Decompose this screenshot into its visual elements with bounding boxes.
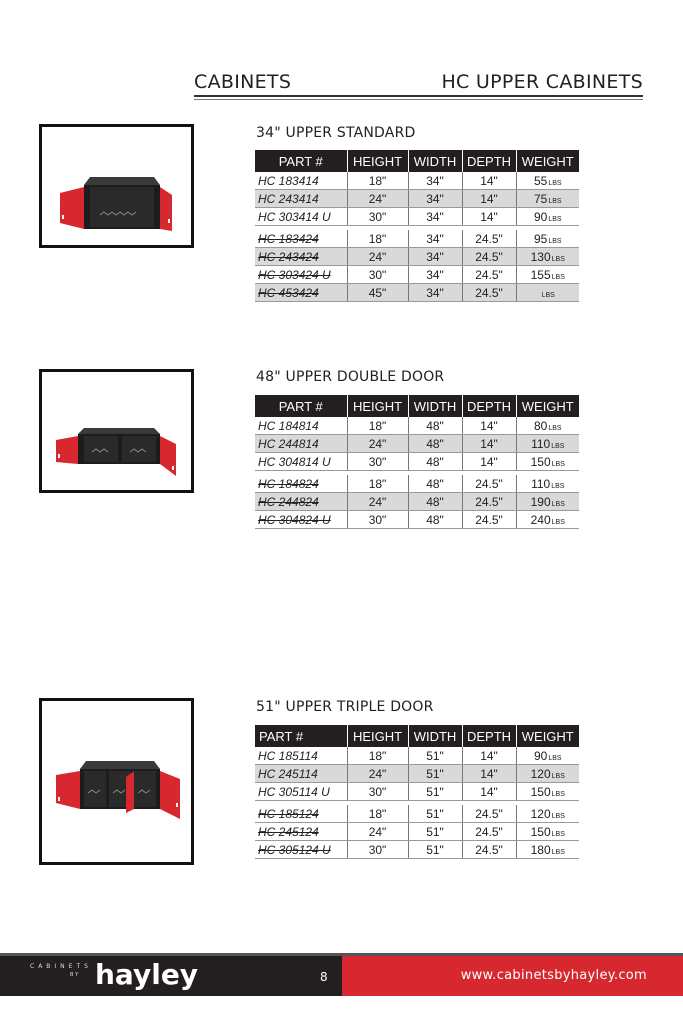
part-number: HC 304814 U (255, 453, 347, 471)
width-value: 51" (408, 805, 462, 823)
table-row (255, 435, 579, 453)
website-link[interactable]: www.cabinetsbyhayley.com (460, 968, 647, 983)
depth-value: 24.5" (462, 823, 516, 841)
brand-logo-by: BY (70, 972, 81, 978)
depth-value: 14" (462, 417, 516, 435)
column-header-weight: WEIGHT (516, 725, 579, 747)
height-value: 45" (347, 284, 408, 302)
weight-value: 80LBS (516, 417, 579, 435)
header-rule-thin (194, 99, 643, 100)
table-row (255, 417, 579, 435)
table-row-discontinued (255, 823, 579, 841)
weight-value: 95LBS (516, 230, 579, 248)
table-row (255, 783, 579, 801)
width-value: 48" (408, 493, 462, 511)
height-value: 18" (347, 475, 408, 493)
weight-value: 240LBS (516, 511, 579, 529)
spec-table-triple (255, 725, 579, 859)
table-row-discontinued (255, 493, 579, 511)
part-number: HC 184824 (255, 475, 347, 493)
height-value: 24" (347, 493, 408, 511)
column-header-width: WIDTH (408, 150, 462, 172)
height-value: 24" (347, 765, 408, 783)
weight-value: 190LBS (516, 493, 579, 511)
part-number: HC 305124 U (255, 841, 347, 859)
column-header-width: WIDTH (408, 725, 462, 747)
width-value: 34" (408, 284, 462, 302)
width-value: 51" (408, 841, 462, 859)
weight-value: 150LBS (516, 783, 579, 801)
width-value: 34" (408, 172, 462, 190)
weight-value: 90LBS (516, 747, 579, 765)
height-value: 30" (347, 841, 408, 859)
weight-value: 150LBS (516, 823, 579, 841)
table-row-discontinued (255, 266, 579, 284)
table-row-discontinued (255, 248, 579, 266)
height-value: 24" (347, 248, 408, 266)
depth-value: 24.5" (462, 511, 516, 529)
weight-value: 55LBS (516, 172, 579, 190)
part-number: HC 305114 U (255, 783, 347, 801)
depth-value: 24.5" (462, 493, 516, 511)
depth-value: 14" (462, 783, 516, 801)
part-number: HC 185124 (255, 805, 347, 823)
part-number: HC 184814 (255, 417, 347, 435)
table-row (255, 453, 579, 471)
column-header-height: HEIGHT (347, 725, 408, 747)
column-header-depth: DEPTH (462, 725, 516, 747)
column-header-weight: WEIGHT (516, 150, 579, 172)
height-value: 24" (347, 190, 408, 208)
height-value: 24" (347, 435, 408, 453)
part-number: HC 243424 (255, 248, 347, 266)
width-value: 48" (408, 435, 462, 453)
section-title: 34" UPPER STANDARD (256, 125, 416, 141)
brand-logo-cabinets: CABINETS (30, 963, 92, 970)
part-number: HC 453424 (255, 284, 347, 302)
width-value: 34" (408, 266, 462, 284)
table-row-discontinued (255, 511, 579, 529)
table-row-discontinued (255, 805, 579, 823)
weight-value: 110LBS (516, 435, 579, 453)
weight-value: 150LBS (516, 453, 579, 471)
section-header-right: HC UPPER CABINETS (441, 71, 643, 93)
depth-value: 14" (462, 172, 516, 190)
part-number: HC 244814 (255, 435, 347, 453)
section-title: 48" UPPER DOUBLE DOOR (256, 369, 445, 385)
column-header-depth: DEPTH (462, 395, 516, 417)
brand-logo-hayley: hayley (95, 958, 199, 991)
width-value: 48" (408, 511, 462, 529)
column-header-height: HEIGHT (347, 150, 408, 172)
table-row-discontinued (255, 841, 579, 859)
header-rule (194, 95, 643, 97)
width-value: 48" (408, 453, 462, 471)
weight-value: 120LBS (516, 765, 579, 783)
width-value: 51" (408, 783, 462, 801)
height-value: 30" (347, 208, 408, 226)
height-value: 24" (347, 823, 408, 841)
weight-value: LBS (516, 284, 579, 302)
width-value: 34" (408, 190, 462, 208)
height-value: 18" (347, 417, 408, 435)
section-title: 51" UPPER TRIPLE DOOR (256, 699, 434, 715)
table-row (255, 172, 579, 190)
part-number: HC 245114 (255, 765, 347, 783)
column-header-width: WIDTH (408, 395, 462, 417)
height-value: 18" (347, 172, 408, 190)
table-row (255, 747, 579, 765)
cabinet-photo-double (39, 369, 194, 493)
table-row-discontinued (255, 284, 579, 302)
part-number: HC 303414 U (255, 208, 347, 226)
part-number: HC 244824 (255, 493, 347, 511)
height-value: 18" (347, 230, 408, 248)
column-header-part: PART # (255, 395, 347, 417)
part-number: HC 304824 U (255, 511, 347, 529)
height-value: 18" (347, 747, 408, 765)
weight-value: 180LBS (516, 841, 579, 859)
depth-value: 24.5" (462, 266, 516, 284)
weight-value: 90LBS (516, 208, 579, 226)
width-value: 34" (408, 230, 462, 248)
width-value: 34" (408, 208, 462, 226)
depth-value: 14" (462, 435, 516, 453)
cabinet-photo-standard (39, 124, 194, 248)
depth-value: 24.5" (462, 475, 516, 493)
weight-value: 110LBS (516, 475, 579, 493)
depth-value: 14" (462, 747, 516, 765)
depth-value: 14" (462, 453, 516, 471)
part-number: HC 303424 U (255, 266, 347, 284)
width-value: 48" (408, 417, 462, 435)
cabinet-photo-triple (39, 698, 194, 865)
section-header-left: CABINETS (194, 71, 292, 93)
width-value: 51" (408, 765, 462, 783)
weight-value: 75LBS (516, 190, 579, 208)
depth-value: 24.5" (462, 284, 516, 302)
table-row (255, 190, 579, 208)
table-row-discontinued (255, 475, 579, 493)
width-value: 51" (408, 823, 462, 841)
column-header-depth: DEPTH (462, 150, 516, 172)
spec-table-double (255, 395, 579, 529)
width-value: 51" (408, 747, 462, 765)
part-number: HC 185114 (255, 747, 347, 765)
depth-value: 24.5" (462, 248, 516, 266)
width-value: 34" (408, 248, 462, 266)
spec-table-standard (255, 150, 579, 302)
height-value: 18" (347, 805, 408, 823)
height-value: 30" (347, 453, 408, 471)
page-number: 8 (320, 970, 328, 984)
weight-value: 155LBS (516, 266, 579, 284)
height-value: 30" (347, 783, 408, 801)
column-header-part: PART # (255, 725, 347, 747)
depth-value: 24.5" (462, 841, 516, 859)
weight-value: 130LBS (516, 248, 579, 266)
table-row (255, 765, 579, 783)
depth-value: 24.5" (462, 230, 516, 248)
column-header-height: HEIGHT (347, 395, 408, 417)
column-header-weight: WEIGHT (516, 395, 579, 417)
part-number: HC 183424 (255, 230, 347, 248)
part-number: HC 245124 (255, 823, 347, 841)
part-number: HC 183414 (255, 172, 347, 190)
height-value: 30" (347, 511, 408, 529)
height-value: 30" (347, 266, 408, 284)
table-row-discontinued (255, 230, 579, 248)
table-row (255, 208, 579, 226)
depth-value: 14" (462, 208, 516, 226)
depth-value: 24.5" (462, 805, 516, 823)
part-number: HC 243414 (255, 190, 347, 208)
depth-value: 14" (462, 765, 516, 783)
depth-value: 14" (462, 190, 516, 208)
column-header-part: PART # (255, 150, 347, 172)
weight-value: 120LBS (516, 805, 579, 823)
width-value: 48" (408, 475, 462, 493)
